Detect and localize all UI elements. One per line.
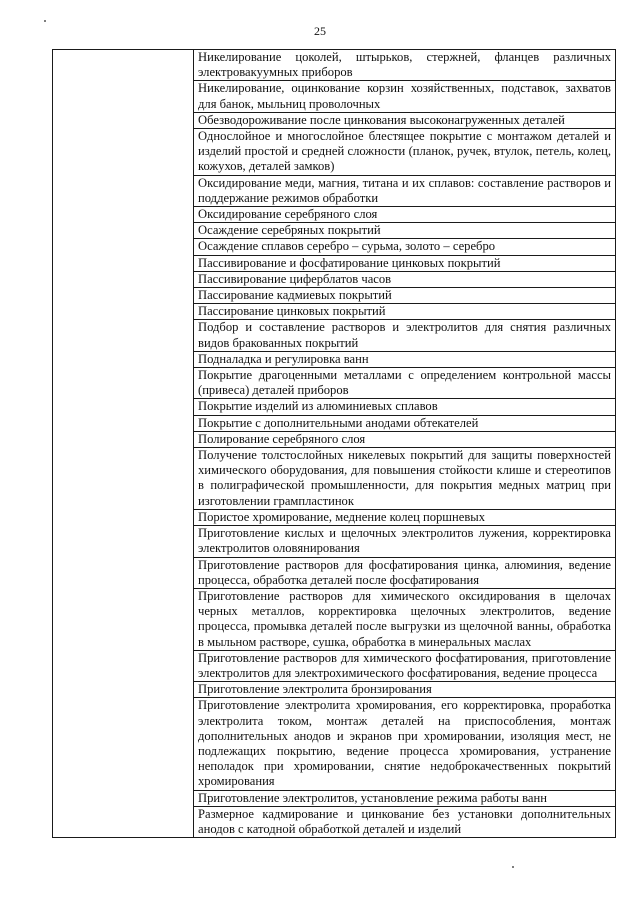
- work-item-cell: Осаждение серебряных покрытий: [194, 223, 616, 239]
- work-item-cell: Никелирование цоколей, штырьков, стержней, фланцев различных электровакуумных приборов: [194, 50, 616, 81]
- work-item-cell: Приготовление растворов для фосфатирования цинка, алюминия, ведение процесса, обработка деталей после фосфатирования: [194, 557, 616, 588]
- work-item-cell: Пассирование цинковых покрытий: [194, 304, 616, 320]
- work-item-cell: Пассивирование циферблатов часов: [194, 271, 616, 287]
- work-item-cell: Полирование серебряного слоя: [194, 431, 616, 447]
- work-item-cell: Осаждение сплавов серебро – сурьма, золото – серебро: [194, 239, 616, 255]
- work-item-cell: Подналадка и регулировка ванн: [194, 351, 616, 367]
- work-item-cell: Оксидирование меди, магния, титана и их сплавов: составление растворов и поддержание режимов обработки: [194, 175, 616, 206]
- work-item-cell: Приготовление растворов для химического фосфатирования, приготовление электролитов для электрохимического фосфатирования, ведение процесса: [194, 650, 616, 681]
- work-item-cell: Получение толстослойных никелевых покрытий для защиты поверхностей химического оборудования, для повышения стойкости клише и стереотипов в полиграфической промышленности, для покрытия медных матриц при изготовлении грампластинок: [194, 448, 616, 510]
- work-item-cell: Пассивирование и фосфатирование цинковых покрытий: [194, 255, 616, 271]
- work-item-cell: Обезводороживание после цинкования высоконагруженных деталей: [194, 112, 616, 128]
- work-item-cell: Покрытие изделий из алюминиевых сплавов: [194, 399, 616, 415]
- table-row: [53, 50, 616, 81]
- work-item-cell: Однослойное и многослойное блестящее покрытие с монтажом деталей и изделий простой и средней сложности (планок, ручек, втулок, петель, колец, кожухов, деталей замков): [194, 129, 616, 176]
- work-item-cell: Пористое хромирование, меднение колец поршневых: [194, 509, 616, 525]
- work-item-cell: Никелирование, оцинкование корзин хозяйственных, подставок, захватов для банок, мыльниц проволочных: [194, 81, 616, 112]
- work-item-cell: Приготовление электролита хромирования, его корректировка, проработка электролита током, монтаж деталей на приспособления, монтаж дополнительных анодов и экранов при хромировании, изоляция мест, не подлежащих покрытию, ведение процесса хромирования, устранение неполадок при хромировании, снятие недоброкачественных покрытий хромирования: [194, 698, 616, 790]
- work-item-cell: Приготовление электролита бронзирования: [194, 682, 616, 698]
- work-item-cell: Пассирование кадмиевых покрытий: [194, 288, 616, 304]
- table-body: [53, 50, 616, 838]
- work-item-cell: Покрытие драгоценными металлами с определением контрольной массы (привеса) деталей приборов: [194, 368, 616, 399]
- work-item-cell: Приготовление растворов для химического оксидирования в щелочах черных металлов, корректировка щелочных электролитов, ведение процесса, промывка деталей после выгрузки из щелочной ванны, обработка в мыльном растворе, сушка, обработка в минеральных маслах: [194, 588, 616, 650]
- work-item-cell: Оксидирование серебряного слоя: [194, 207, 616, 223]
- profession-column-cell: [53, 50, 194, 838]
- work-items-table: [52, 49, 616, 838]
- work-item-cell: Размерное кадмирование и цинкование без установки дополнительных анодов с катодной обработкой деталей и изделий: [194, 806, 616, 837]
- work-item-cell: Подбор и составление растворов и электролитов для снятия различных видов бракованных покрытий: [194, 320, 616, 351]
- scan-artifact-dot: [44, 20, 46, 22]
- scan-artifact-dot: [512, 866, 514, 868]
- work-item-cell: Приготовление электролитов, установление режима работы ванн: [194, 790, 616, 806]
- work-item-cell: Приготовление кислых и щелочных электролитов лужения, корректировка электролитов оловянирования: [194, 526, 616, 557]
- page-number: 25: [314, 24, 326, 38]
- work-item-cell: Покрытие с дополнительными анодами обтекателей: [194, 415, 616, 431]
